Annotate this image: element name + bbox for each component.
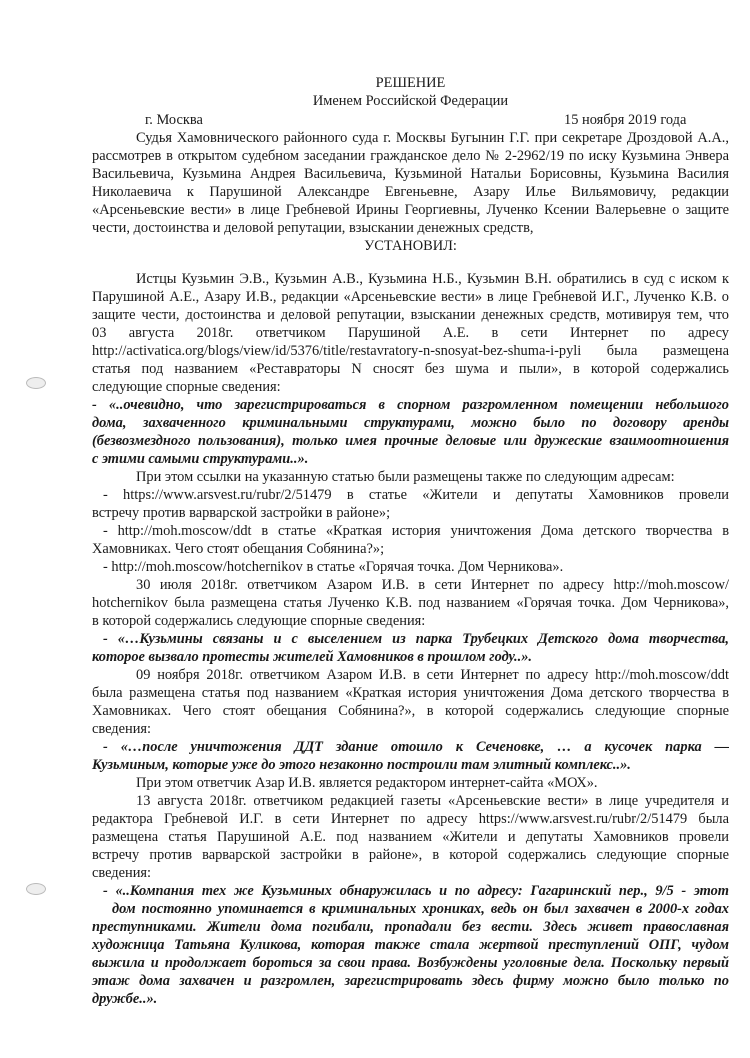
body-line: 13 августа 2018г. ответчиком редакцией газеты «Арсеньевские вести» в лице учредителя и <box>136 793 729 809</box>
preamble-line: Судья Хамовнического районного суда г. Москвы Бугынин Г.Г. при секретаре Дроздовой А.А., <box>136 130 729 146</box>
body-line: в которой содержались следующие спорные сведения: <box>92 613 426 629</box>
body-line: этаж дома захвачен и разгромлен, зарегистрировать здесь фирму можно было только по <box>92 973 729 989</box>
body-line: 03 августа 2018г. ответчиком Парушиной А.Е. в сети Интернет по адресу <box>92 325 729 341</box>
body-line: редактора Гребневой И.Г. в сети Интернет по адресу https://www.arsvest.ru/rubr/2/51479 была <box>92 811 729 827</box>
body-line: - «..Компания тех же Кузьминых обнаружилась и по адресу: Гагаринский пер., 9/5 - этот <box>103 883 729 899</box>
body-line: Хамовниках. Чего стоят обещания Собянина?», в которой содержались следующие спорные <box>92 703 729 719</box>
body-line: - «..очевидно, что зарегистрироваться в спорном разгромленном помещении небольшого <box>92 397 729 413</box>
body-line: дружбе..». <box>92 991 158 1007</box>
body-line: встречу против варварской застройки в районе», в которой содержались следующие спорные <box>92 847 729 863</box>
document-title: РЕШЕНИЕ <box>375 75 446 91</box>
body-line: встречу против варварской застройки в районе»; <box>92 505 391 521</box>
body-line: сведения: <box>92 865 152 881</box>
preamble-line: Николаевича к Парушиной Александре Евгеньевне, Азару Илье Вильямовичу, редакции <box>92 184 729 200</box>
body-line: статья под названием «Реставраторы N сносят без шума и пыли», в которой содержались <box>92 361 729 377</box>
body-line: - http://moh.moscow/ddt в статье «Краткая история уничтожения Дома детского творчества в <box>103 523 729 539</box>
body-line: Парушиной А.Е., Азару И.В., редакции «Арсеньевские вести» в лице Гребневой И.Г., Лученко К.В. о <box>92 289 729 305</box>
body-line: выжила и продолжает бороться за свои права. Возбуждены уголовные дела. Поскольку первый <box>92 955 729 971</box>
scan-hole-mark <box>26 377 46 389</box>
body-line: дом постоянно упоминается в криминальных хрониках, ведь он был захвачен в 2000-х годах <box>112 901 729 917</box>
body-line: была размещена статья под названием «Краткая история уничтожения Дома детского творчества в <box>92 685 729 701</box>
city: г. Москва <box>145 112 203 128</box>
body-line: которое вызвало протесты жителей Хамовников в прошлом году..». <box>92 649 532 665</box>
body-line: 30 июля 2018г. ответчиком Азаром И.В. в сети Интернет по адресу http://moh.moscow/ <box>136 577 729 593</box>
preamble-line: рассмотрев в открытом судебном заседании гражданское дело № 2-2962/19 по иску Кузьмина Энвера <box>92 148 729 164</box>
preamble-line: «Арсеньевские вести» в лице Гребневой Ирины Георгиевны, Лученко Ксении Валерьевне о защите <box>92 202 729 218</box>
body-line: дома, захваченного криминальными структурами, можно было по договору аренды <box>92 415 729 431</box>
body-line: При этом ссылки на указанную статью были размещены также по следующим адресам: <box>136 469 675 485</box>
body-line: сведения: <box>92 721 152 737</box>
body-line: 09 ноября 2018г. ответчиком Азаром И.В. в сети Интернет по адресу http://moh.moscow/ddt <box>136 667 729 683</box>
body-line: http://activatica.org/blogs/view/id/5376/title/restavratory-n-snosyat-bez-shuma-i-pyli была размещена <box>92 343 729 359</box>
body-line: При этом ответчик Азар И.В. является редактором интернет-сайта «МОХ». <box>136 775 598 791</box>
preamble-line: Васильевича, Кузьмина Андрея Васильевича, Кузьминой Натальи Борисовны, Кузьмина Василия <box>92 166 729 182</box>
section-title: УСТАНОВИЛ: <box>364 238 457 254</box>
body-line: размещена статья Парушиной А.Е. под названием «Жители и депутаты Хамовников провели <box>92 829 729 845</box>
body-line: Кузьминым, которые уже до этого незаконно построили там элитный комплекс..». <box>92 757 631 773</box>
document-date: 15 ноября 2019 года <box>564 112 687 128</box>
document-subtitle: Именем Российской Федерации <box>312 93 509 109</box>
body-line: - «…после уничтожения ДДТ здание отошло к Сеченовке, … а кусочек парка — <box>103 739 729 755</box>
scan-hole-mark <box>26 883 46 895</box>
body-line: следующие спорные сведения: <box>92 379 281 395</box>
body-line: защите чести, достоинства и деловой репутации, взыскании денежных средств, мотивируя тем, что <box>92 307 729 323</box>
body-line: художница Татьяна Куликова, которая также стала жертвой преступлений ОПГ, чудом <box>92 937 729 953</box>
body-line: преступниками. Жители дома погибали, пропадали без вести. Здесь живет православная <box>92 919 729 935</box>
body-line: - https://www.arsvest.ru/rubr/2/51479 в статье «Жители и депутаты Хамовников провели <box>103 487 729 503</box>
body-line: hotchernikov была размещена статья Лученко К.В. под названием «Горячая точка. Дом Черникова», <box>92 595 729 611</box>
body-line: Истцы Кузьмин Э.В., Кузьмин А.В., Кузьмина Н.Б., Кузьмин В.Н. обратились в суд с иском к <box>136 271 729 287</box>
body-line: (безвозмездного пользования), только имея прочные деловые или дружеские взаимоотношения <box>92 433 729 449</box>
preamble-line: чести, достоинства и деловой репутации, взыскании денежных средств, <box>92 220 534 236</box>
body-line: - «…Кузьмины связаны и с выселением из парка Трубецких Детского дома творчества, <box>103 631 729 647</box>
body-line: - http://moh.moscow/hotchernikov в статье «Горячая точка. Дом Черникова». <box>103 559 564 575</box>
body-line: с этими самыми структурами..». <box>92 451 309 467</box>
body-line: Хамовниках. Чего стоят обещания Собянина?»; <box>92 541 385 557</box>
